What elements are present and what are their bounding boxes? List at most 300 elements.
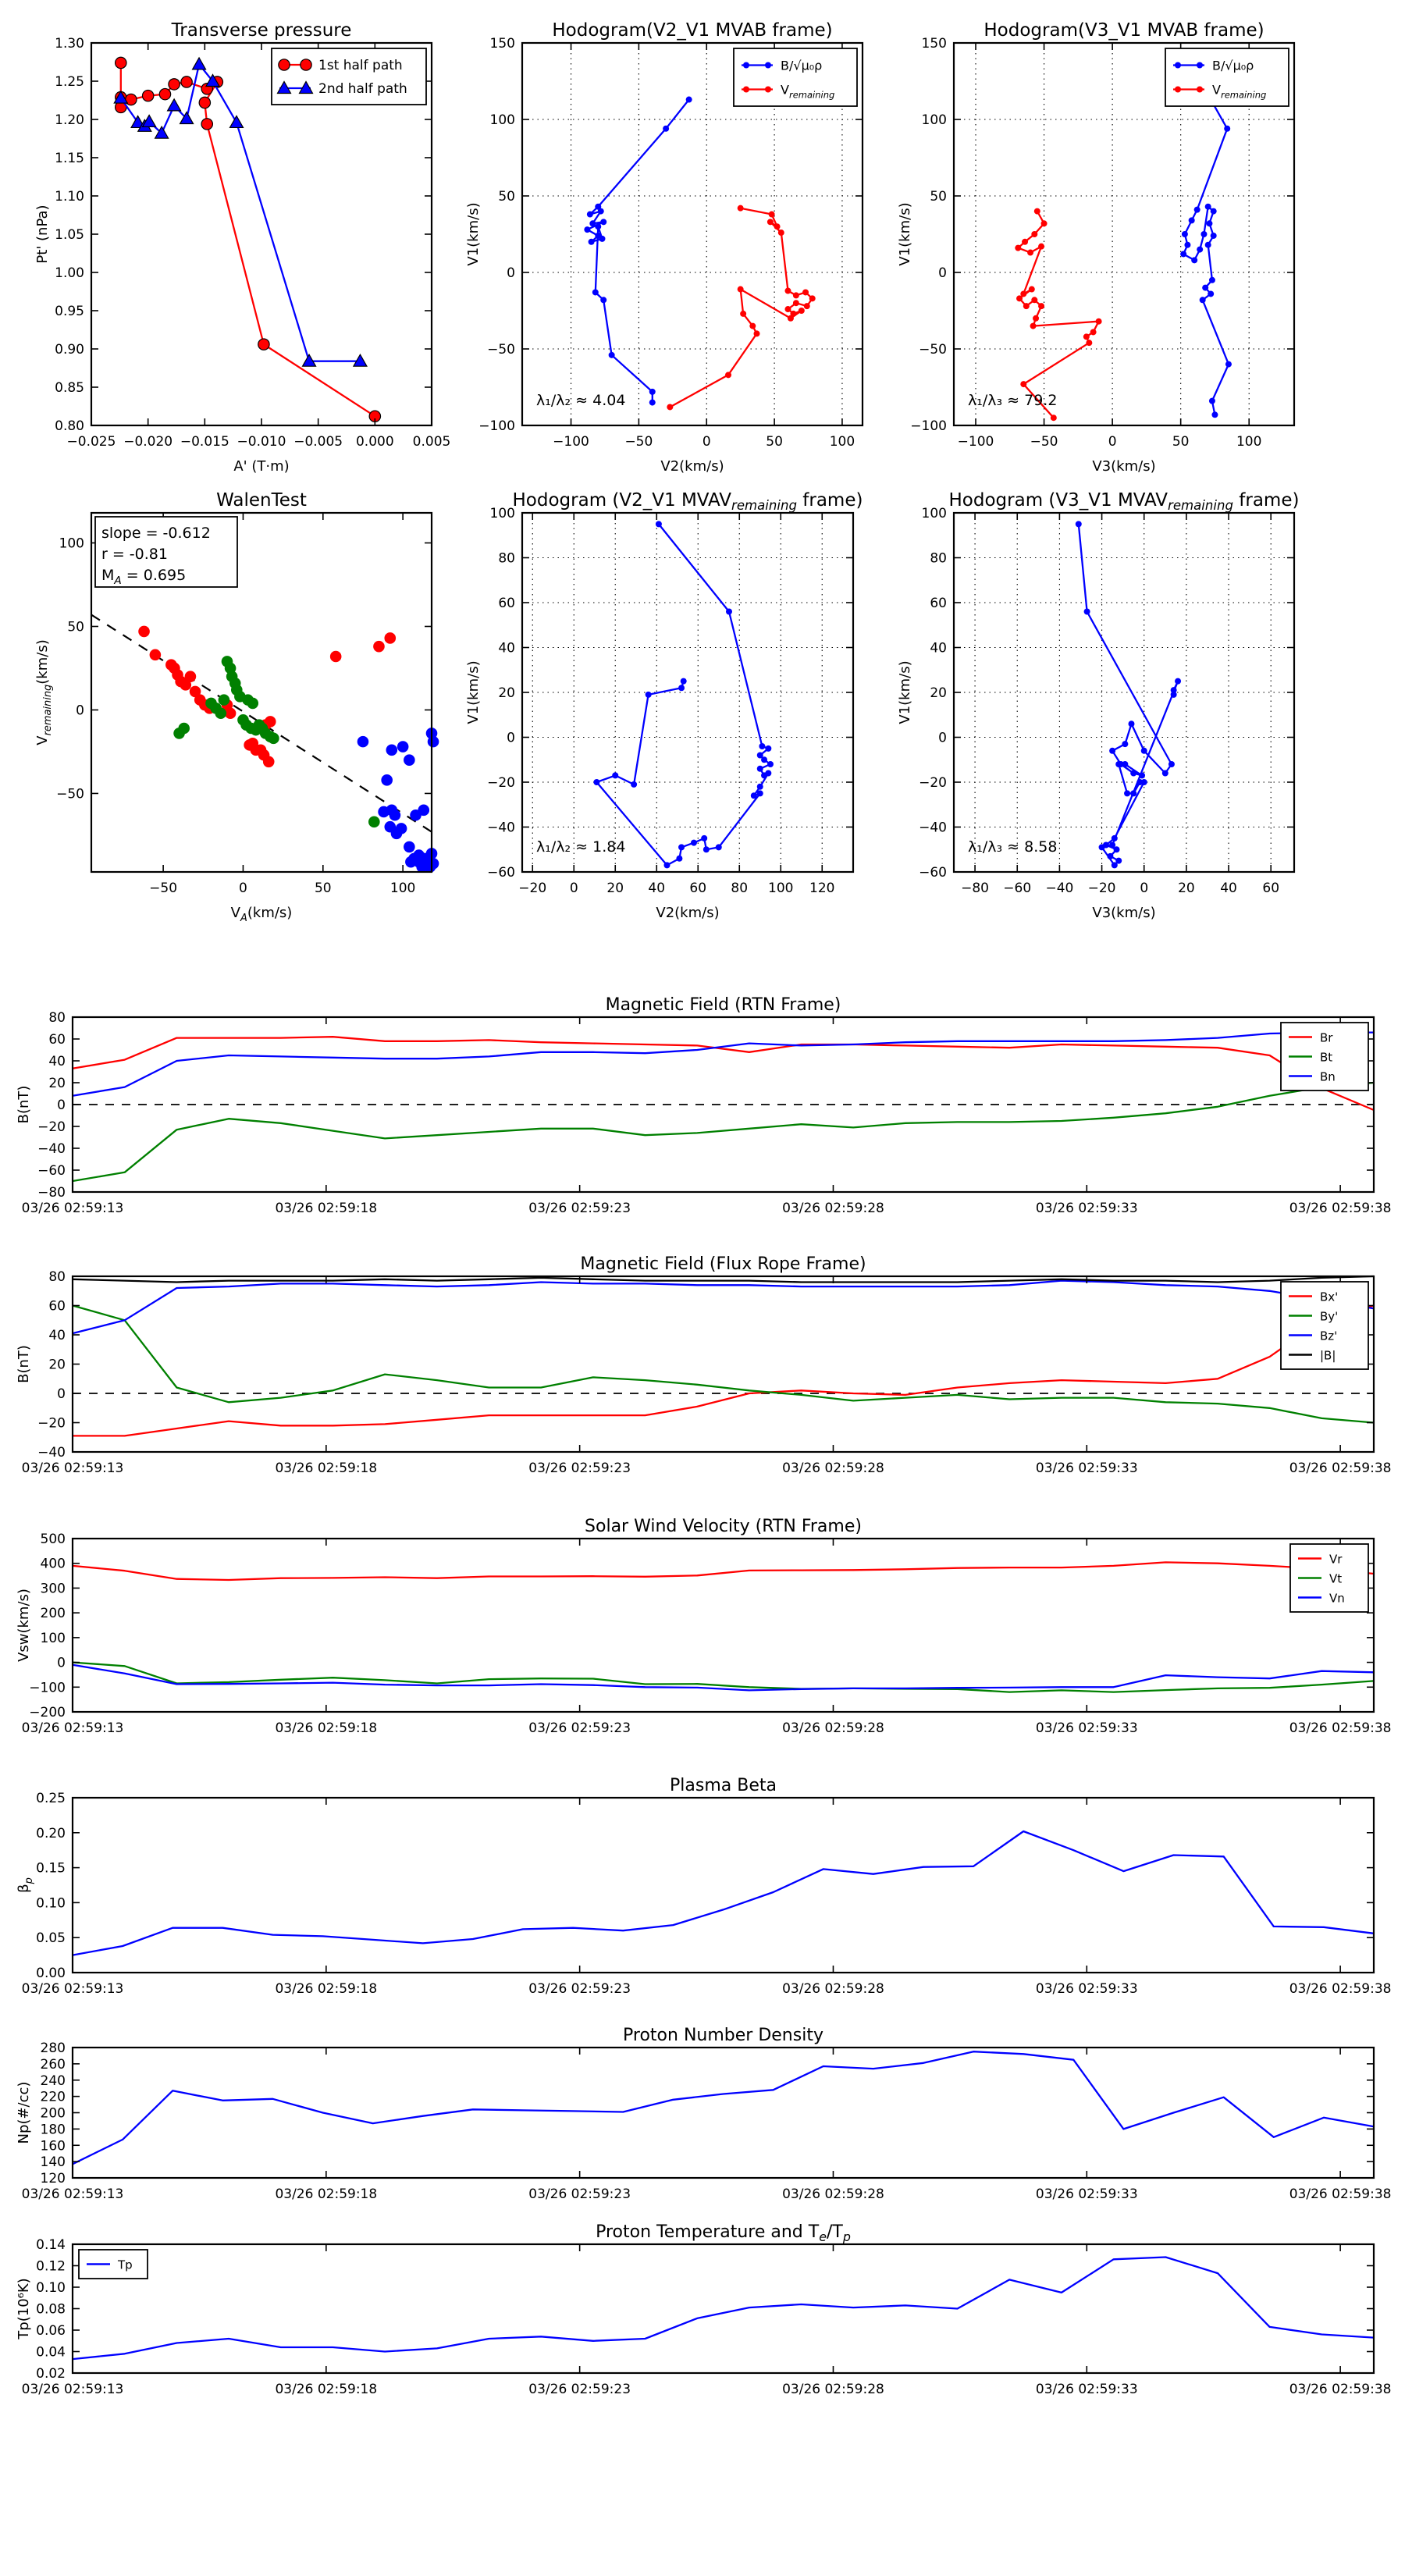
y-tick-label: 0.04 <box>36 2344 66 2361</box>
data-marker <box>676 856 682 862</box>
y-tick-label: 0.14 <box>36 2237 66 2253</box>
x-tick-label: 0 <box>702 434 711 450</box>
x-tick-label: −0.020 <box>123 434 173 450</box>
y-tick-label: 1.20 <box>55 112 84 128</box>
legend-label: 2nd half path <box>318 81 407 97</box>
y-tick-label: −40 <box>37 1141 66 1157</box>
series-Tp <box>73 2258 1374 2360</box>
y-tick-label: −20 <box>487 775 515 791</box>
axes-frame <box>73 1276 1374 1452</box>
data-marker <box>1225 361 1232 368</box>
data-marker <box>609 352 615 358</box>
y-tick-label: 100 <box>59 535 84 552</box>
data-marker <box>1141 748 1147 754</box>
y-tick-label: 0.90 <box>55 342 84 358</box>
data-marker <box>1115 761 1122 767</box>
data-marker <box>686 97 692 103</box>
legend-marker <box>765 87 771 93</box>
y-tick-label: −80 <box>37 1185 66 1201</box>
legend-marker <box>1175 62 1181 69</box>
data-marker <box>725 372 731 378</box>
x-tick-label: −80 <box>961 881 990 896</box>
data-marker <box>759 743 765 749</box>
scatter-point <box>263 756 275 767</box>
info-box-line: r = -0.81 <box>101 546 168 563</box>
series-V-remaining-hodogram <box>1076 521 1181 868</box>
series-line-|B| <box>73 1276 1374 1283</box>
series-line-Bn <box>73 1030 1374 1096</box>
x-tick-label: −50 <box>624 434 653 450</box>
data-marker <box>799 308 805 314</box>
y-tick-label: −60 <box>37 1163 66 1179</box>
data-marker <box>1128 720 1134 727</box>
data-marker <box>1112 835 1118 841</box>
data-marker <box>1208 290 1214 297</box>
plot-plasma-beta <box>16 1776 1391 1997</box>
x-tick-label: 03/26 02:59:23 <box>528 1981 631 1997</box>
series-V-remaining <box>1015 208 1101 422</box>
legend-marker <box>301 59 311 70</box>
y-axis-label: $\beta_p$ <box>16 1877 35 1893</box>
data-marker <box>769 212 775 218</box>
data-marker <box>589 220 596 226</box>
y-tick-label: 240 <box>40 2073 66 2089</box>
y-tick-label: 0 <box>57 1098 66 1113</box>
data-marker <box>1038 244 1044 250</box>
scatter-point <box>150 649 162 661</box>
data-marker <box>116 57 126 68</box>
plot-velocity-rtn <box>16 1517 1391 1736</box>
y-tick-label: 0 <box>938 730 947 746</box>
legend-marker <box>743 87 749 93</box>
data-marker <box>761 756 767 763</box>
x-tick-label: 03/26 02:59:33 <box>1035 1720 1138 1736</box>
series-line-Bz' <box>73 1281 1374 1334</box>
legend <box>272 48 426 105</box>
data-marker <box>716 844 722 850</box>
data-marker <box>667 404 673 410</box>
series-line-Bx' <box>73 1306 1374 1436</box>
scatter-point <box>215 707 227 719</box>
x-tick-label: −100 <box>553 434 589 450</box>
data-marker <box>1090 329 1097 335</box>
data-marker <box>691 840 697 846</box>
y-tick-label: 0.00 <box>36 1966 66 1981</box>
scatter-point <box>397 741 409 753</box>
x-tick-label: 03/26 02:59:28 <box>782 1461 884 1476</box>
y-tick-label: 20 <box>930 685 947 701</box>
data-marker <box>1027 250 1033 256</box>
scatter-point <box>384 632 396 644</box>
y-tick-label: 60 <box>930 596 947 611</box>
data-marker <box>1084 609 1090 615</box>
y-tick-label: 0.06 <box>36 2323 66 2339</box>
axes-frame <box>73 2048 1374 2178</box>
series-line-Tp <box>73 2258 1374 2360</box>
data-marker <box>649 400 656 406</box>
x-tick-label: 03/26 02:59:33 <box>1035 2186 1138 2202</box>
y-tick-label: −100 <box>29 1680 66 1696</box>
y-tick-label: 60 <box>498 596 515 611</box>
x-tick-label: 40 <box>648 881 666 896</box>
data-marker <box>1096 318 1102 325</box>
legend-marker <box>1197 62 1203 69</box>
legend-marker <box>743 62 749 69</box>
y-tick-label: 60 <box>48 1032 66 1048</box>
data-marker <box>757 766 763 772</box>
data-marker <box>1211 208 1217 215</box>
scatter-point <box>247 698 258 710</box>
y-tick-label: 400 <box>40 1556 66 1572</box>
scatter-point <box>396 823 407 834</box>
y-tick-label: 150 <box>489 36 515 52</box>
y-tick-label: 50 <box>930 189 947 205</box>
y-tick-label: 80 <box>48 1010 66 1026</box>
data-marker <box>599 236 605 242</box>
data-marker <box>181 76 192 87</box>
x-tick-label: 03/26 02:59:28 <box>782 1720 884 1736</box>
y-tick-label: 100 <box>921 506 947 521</box>
legend-label: Bt <box>1320 1050 1333 1065</box>
series-Bx' <box>73 1306 1374 1436</box>
y-tick-label: 1.30 <box>55 36 84 52</box>
x-tick-label: 03/26 02:59:38 <box>1289 2382 1392 2397</box>
y-tick-label: 200 <box>40 1606 66 1622</box>
data-marker <box>1109 748 1115 754</box>
data-marker <box>1109 842 1115 849</box>
series-line-2nd half path <box>121 64 361 361</box>
plot-hodogram-v3v1-mvav <box>897 490 1299 921</box>
plot-hodogram-v2v1-mvab <box>465 20 863 475</box>
legend-label: B/√μ₀ρ <box>1212 58 1254 73</box>
series-1st half path <box>116 57 381 422</box>
x-tick-label: 40 <box>1220 881 1237 896</box>
x-tick-label: 03/26 02:59:38 <box>1289 1461 1392 1476</box>
x-tick-label: 03/26 02:59:38 <box>1289 1720 1392 1736</box>
data-marker <box>656 521 662 527</box>
y-axis-label: $V_{remaining}(km/s)$ <box>34 639 54 745</box>
series-line-V-remaining <box>1018 212 1098 418</box>
series-line-Vr <box>73 1562 1374 1580</box>
scatter-point <box>368 817 380 828</box>
data-marker <box>1023 303 1030 309</box>
data-marker <box>774 223 781 229</box>
data-marker <box>754 330 760 336</box>
y-tick-label: −100 <box>478 418 515 434</box>
y-tick-label: −50 <box>56 786 84 802</box>
data-marker <box>1031 231 1037 237</box>
series-line-V-remaining-hodogram <box>1079 524 1178 865</box>
x-tick-label: 03/26 02:59:13 <box>21 1201 124 1216</box>
x-tick-label: 03/26 02:59:23 <box>528 2382 631 2397</box>
plot-title: Hodogram(V3_V1 MVAB frame) <box>984 20 1264 41</box>
y-axis-label: Tp(10⁶K) <box>16 2278 32 2339</box>
y-tick-label: 0.08 <box>36 2301 66 2318</box>
data-marker <box>168 99 181 111</box>
plot-mag-rtn <box>16 995 1391 1216</box>
x-tick-label: −20 <box>1087 881 1116 896</box>
x-tick-label: −0.025 <box>66 434 116 450</box>
info-box-line: slope = -0.612 <box>101 525 211 542</box>
y-tick-label: 0 <box>507 265 515 281</box>
x-tick-label: 03/26 02:59:38 <box>1289 2186 1392 2202</box>
data-marker <box>703 846 710 852</box>
x-tick-label: 03/26 02:59:23 <box>528 1461 631 1476</box>
y-tick-label: 0 <box>57 1655 66 1671</box>
data-marker <box>1130 790 1136 796</box>
y-tick-label: −20 <box>37 1415 66 1432</box>
data-marker <box>587 212 593 218</box>
data-marker <box>201 119 212 130</box>
data-marker <box>1184 242 1190 248</box>
data-marker <box>600 297 606 303</box>
data-marker <box>1016 295 1023 301</box>
data-marker <box>784 306 791 312</box>
y-tick-label: 1.10 <box>55 189 84 205</box>
data-marker <box>678 844 685 850</box>
series-Np <box>73 2051 1374 2164</box>
y-tick-label: 50 <box>67 619 84 635</box>
series-line-Vn <box>73 1665 1374 1691</box>
y-tick-label: 0.02 <box>36 2366 66 2382</box>
legend-label: Bn <box>1320 1069 1336 1084</box>
series-Vn <box>73 1665 1374 1691</box>
data-marker <box>793 292 799 298</box>
data-marker <box>1205 204 1211 210</box>
scatter-point <box>357 736 369 748</box>
y-tick-label: 100 <box>921 112 947 128</box>
x-tick-label: 03/26 02:59:13 <box>21 2382 124 2397</box>
lambda-annotation: λ₁/λ₃ ≈ 79.2 <box>968 392 1058 409</box>
legend-label: $V_{remaining}$ <box>781 82 835 101</box>
x-tick-label: 03/26 02:59:23 <box>528 1201 631 1216</box>
y-axis-label: V1(km/s) <box>465 660 482 724</box>
x-tick-label: 20 <box>606 881 624 896</box>
x-tick-label: 03/26 02:59:13 <box>21 1720 124 1736</box>
x-tick-label: 03/26 02:59:33 <box>1035 1201 1138 1216</box>
x-tick-label: 60 <box>689 881 707 896</box>
x-tick-label: 03/26 02:59:13 <box>21 2186 124 2202</box>
x-tick-label: 100 <box>829 434 855 450</box>
x-tick-label: 03/26 02:59:13 <box>21 1981 124 1997</box>
scatter-point <box>428 858 439 870</box>
series-middle-interval <box>173 656 379 827</box>
data-marker <box>1194 207 1200 213</box>
series-By' <box>73 1306 1374 1423</box>
plot-title: Hodogram (V2_V1 $MVAV_{remaining}$ frame) <box>512 490 863 513</box>
data-marker <box>1033 315 1039 322</box>
y-axis-label: V1(km/s) <box>897 660 913 724</box>
legend <box>79 2250 148 2279</box>
data-marker <box>646 692 652 698</box>
plot-proton-temp <box>16 2222 1391 2397</box>
y-axis-label: Vsw(km/s) <box>16 1589 32 1662</box>
data-marker <box>1162 770 1168 777</box>
plot-title: Hodogram(V2_V1 MVAB frame) <box>552 20 833 41</box>
y-tick-label: 180 <box>40 2122 66 2138</box>
y-tick-label: 0 <box>76 703 84 719</box>
data-marker <box>169 79 180 90</box>
x-tick-label: 0.005 <box>412 434 451 450</box>
legend-marker <box>1175 87 1181 93</box>
data-marker <box>1051 415 1057 421</box>
y-tick-label: 20 <box>48 1076 66 1091</box>
data-marker <box>631 781 637 788</box>
x-tick-label: 50 <box>766 434 783 450</box>
x-tick-label: 03/26 02:59:28 <box>782 2186 884 2202</box>
y-tick-label: 100 <box>489 506 515 521</box>
y-tick-label: −60 <box>487 865 515 881</box>
scatter-point <box>268 733 279 745</box>
scatter-point <box>413 849 425 861</box>
data-marker <box>765 770 771 777</box>
data-marker <box>793 300 799 306</box>
x-tick-label: 03/26 02:59:23 <box>528 1720 631 1736</box>
data-marker <box>1099 844 1105 850</box>
x-tick-label: 03/26 02:59:18 <box>275 1981 378 1997</box>
data-marker <box>258 339 269 350</box>
legend <box>1281 1023 1368 1091</box>
data-marker <box>757 790 763 796</box>
data-marker <box>199 97 210 108</box>
data-marker <box>1020 381 1026 387</box>
y-tick-label: 60 <box>48 1298 66 1315</box>
data-marker <box>1197 247 1203 253</box>
data-marker <box>740 311 746 317</box>
data-marker <box>1030 323 1037 329</box>
y-tick-label: 20 <box>498 685 515 701</box>
legend-label: Bx' <box>1320 1290 1339 1304</box>
data-marker <box>1124 790 1130 796</box>
y-tick-label: 80 <box>48 1269 66 1285</box>
legend-label: Tp <box>118 2258 133 2272</box>
x-tick-label: 100 <box>389 881 416 896</box>
series-last-interval <box>357 728 439 873</box>
y-tick-label: 0.10 <box>36 1895 66 1912</box>
series-Vr <box>73 1562 1374 1580</box>
x-tick-label: 50 <box>1172 434 1190 450</box>
legend-marker <box>279 59 290 70</box>
series-line-By' <box>73 1306 1374 1423</box>
series-line-beta-p <box>73 1831 1374 1955</box>
x-tick-label: 100 <box>1236 434 1262 450</box>
x-tick-label: 20 <box>1178 881 1195 896</box>
data-marker <box>751 792 757 799</box>
series-line-1st half path <box>121 63 375 417</box>
legend-label: $V_{remaining}$ <box>1212 82 1267 101</box>
data-marker <box>1211 233 1217 239</box>
x-tick-label: 03/26 02:59:18 <box>275 1720 378 1736</box>
series-B-alfven <box>1180 97 1232 418</box>
x-tick-label: −100 <box>957 434 994 450</box>
lambda-annotation: λ₁/λ₂ ≈ 4.04 <box>536 392 626 409</box>
y-tick-label: −20 <box>37 1119 66 1135</box>
data-marker <box>1038 303 1044 309</box>
plot-title: Proton Number Density <box>623 2026 823 2045</box>
x-tick-label: 03/26 02:59:28 <box>782 1201 884 1216</box>
y-axis-label: Np(#/cc) <box>16 2081 32 2144</box>
y-tick-label: −50 <box>919 342 947 358</box>
x-tick-label: 0.000 <box>355 434 394 450</box>
x-tick-label: 03/26 02:59:18 <box>275 2186 378 2202</box>
data-marker <box>757 784 763 790</box>
y-tick-label: 0 <box>57 1386 66 1402</box>
scatter-point <box>138 626 150 638</box>
x-tick-label: 03/26 02:59:18 <box>275 1201 378 1216</box>
y-tick-label: 1.25 <box>55 74 84 90</box>
data-marker <box>230 116 244 127</box>
y-tick-label: 140 <box>40 2154 66 2171</box>
y-tick-label: 0.12 <box>36 2258 66 2275</box>
data-marker <box>159 88 170 99</box>
legend-label: B/√μ₀ρ <box>781 58 823 73</box>
data-marker <box>1182 231 1188 237</box>
data-marker <box>1171 692 1177 698</box>
data-marker <box>1122 741 1128 747</box>
y-tick-label: 300 <box>40 1581 66 1597</box>
data-marker <box>778 229 784 236</box>
series-line-V-remaining <box>670 208 812 407</box>
x-tick-label: −50 <box>149 881 178 896</box>
data-marker <box>663 126 669 132</box>
data-marker <box>802 289 809 295</box>
series-first-interval <box>138 626 396 767</box>
data-marker <box>784 288 791 294</box>
data-marker <box>595 223 601 229</box>
x-tick-label: −60 <box>1003 881 1032 896</box>
plot-walen-test <box>34 490 439 924</box>
data-marker <box>738 205 744 212</box>
series-Br <box>73 1037 1374 1110</box>
data-marker <box>767 219 774 225</box>
plot-title: Transverse pressure <box>171 20 352 41</box>
y-tick-label: 80 <box>930 550 947 567</box>
y-tick-label: 0.95 <box>55 304 84 319</box>
x-axis-label: V3(km/s) <box>1092 905 1156 921</box>
y-axis-label: B(nT) <box>16 1085 32 1124</box>
data-marker <box>598 208 604 215</box>
y-tick-label: 160 <box>40 2138 66 2154</box>
series-line-Vt <box>73 1663 1374 1692</box>
series-Bt <box>73 1083 1374 1181</box>
x-tick-label: 0 <box>239 881 247 896</box>
data-marker <box>1206 220 1212 226</box>
x-tick-label: 03/26 02:59:33 <box>1035 1461 1138 1476</box>
y-axis-label: B(nT) <box>16 1345 32 1383</box>
legend-label: Vn <box>1329 1591 1345 1606</box>
data-marker <box>1034 208 1040 215</box>
data-marker <box>592 289 599 295</box>
plot-title: WalenTest <box>216 490 307 511</box>
data-marker <box>612 772 618 778</box>
legend <box>1281 1282 1368 1369</box>
data-marker <box>600 219 606 225</box>
lambda-annotation: λ₁/λ₂ ≈ 1.84 <box>536 838 626 856</box>
y-tick-label: 0.20 <box>36 1825 66 1841</box>
data-marker <box>1209 398 1215 404</box>
scatter-point <box>219 694 230 706</box>
data-marker <box>1041 220 1048 226</box>
x-tick-label: −0.015 <box>180 434 229 450</box>
y-tick-label: 200 <box>40 2105 66 2122</box>
data-marker <box>1076 521 1082 527</box>
legend-marker <box>1197 87 1203 93</box>
scatter-point <box>404 841 415 853</box>
data-marker <box>678 685 685 691</box>
data-marker <box>726 609 732 615</box>
data-marker <box>1189 217 1195 223</box>
series-V-remaining-hodogram <box>593 521 774 868</box>
